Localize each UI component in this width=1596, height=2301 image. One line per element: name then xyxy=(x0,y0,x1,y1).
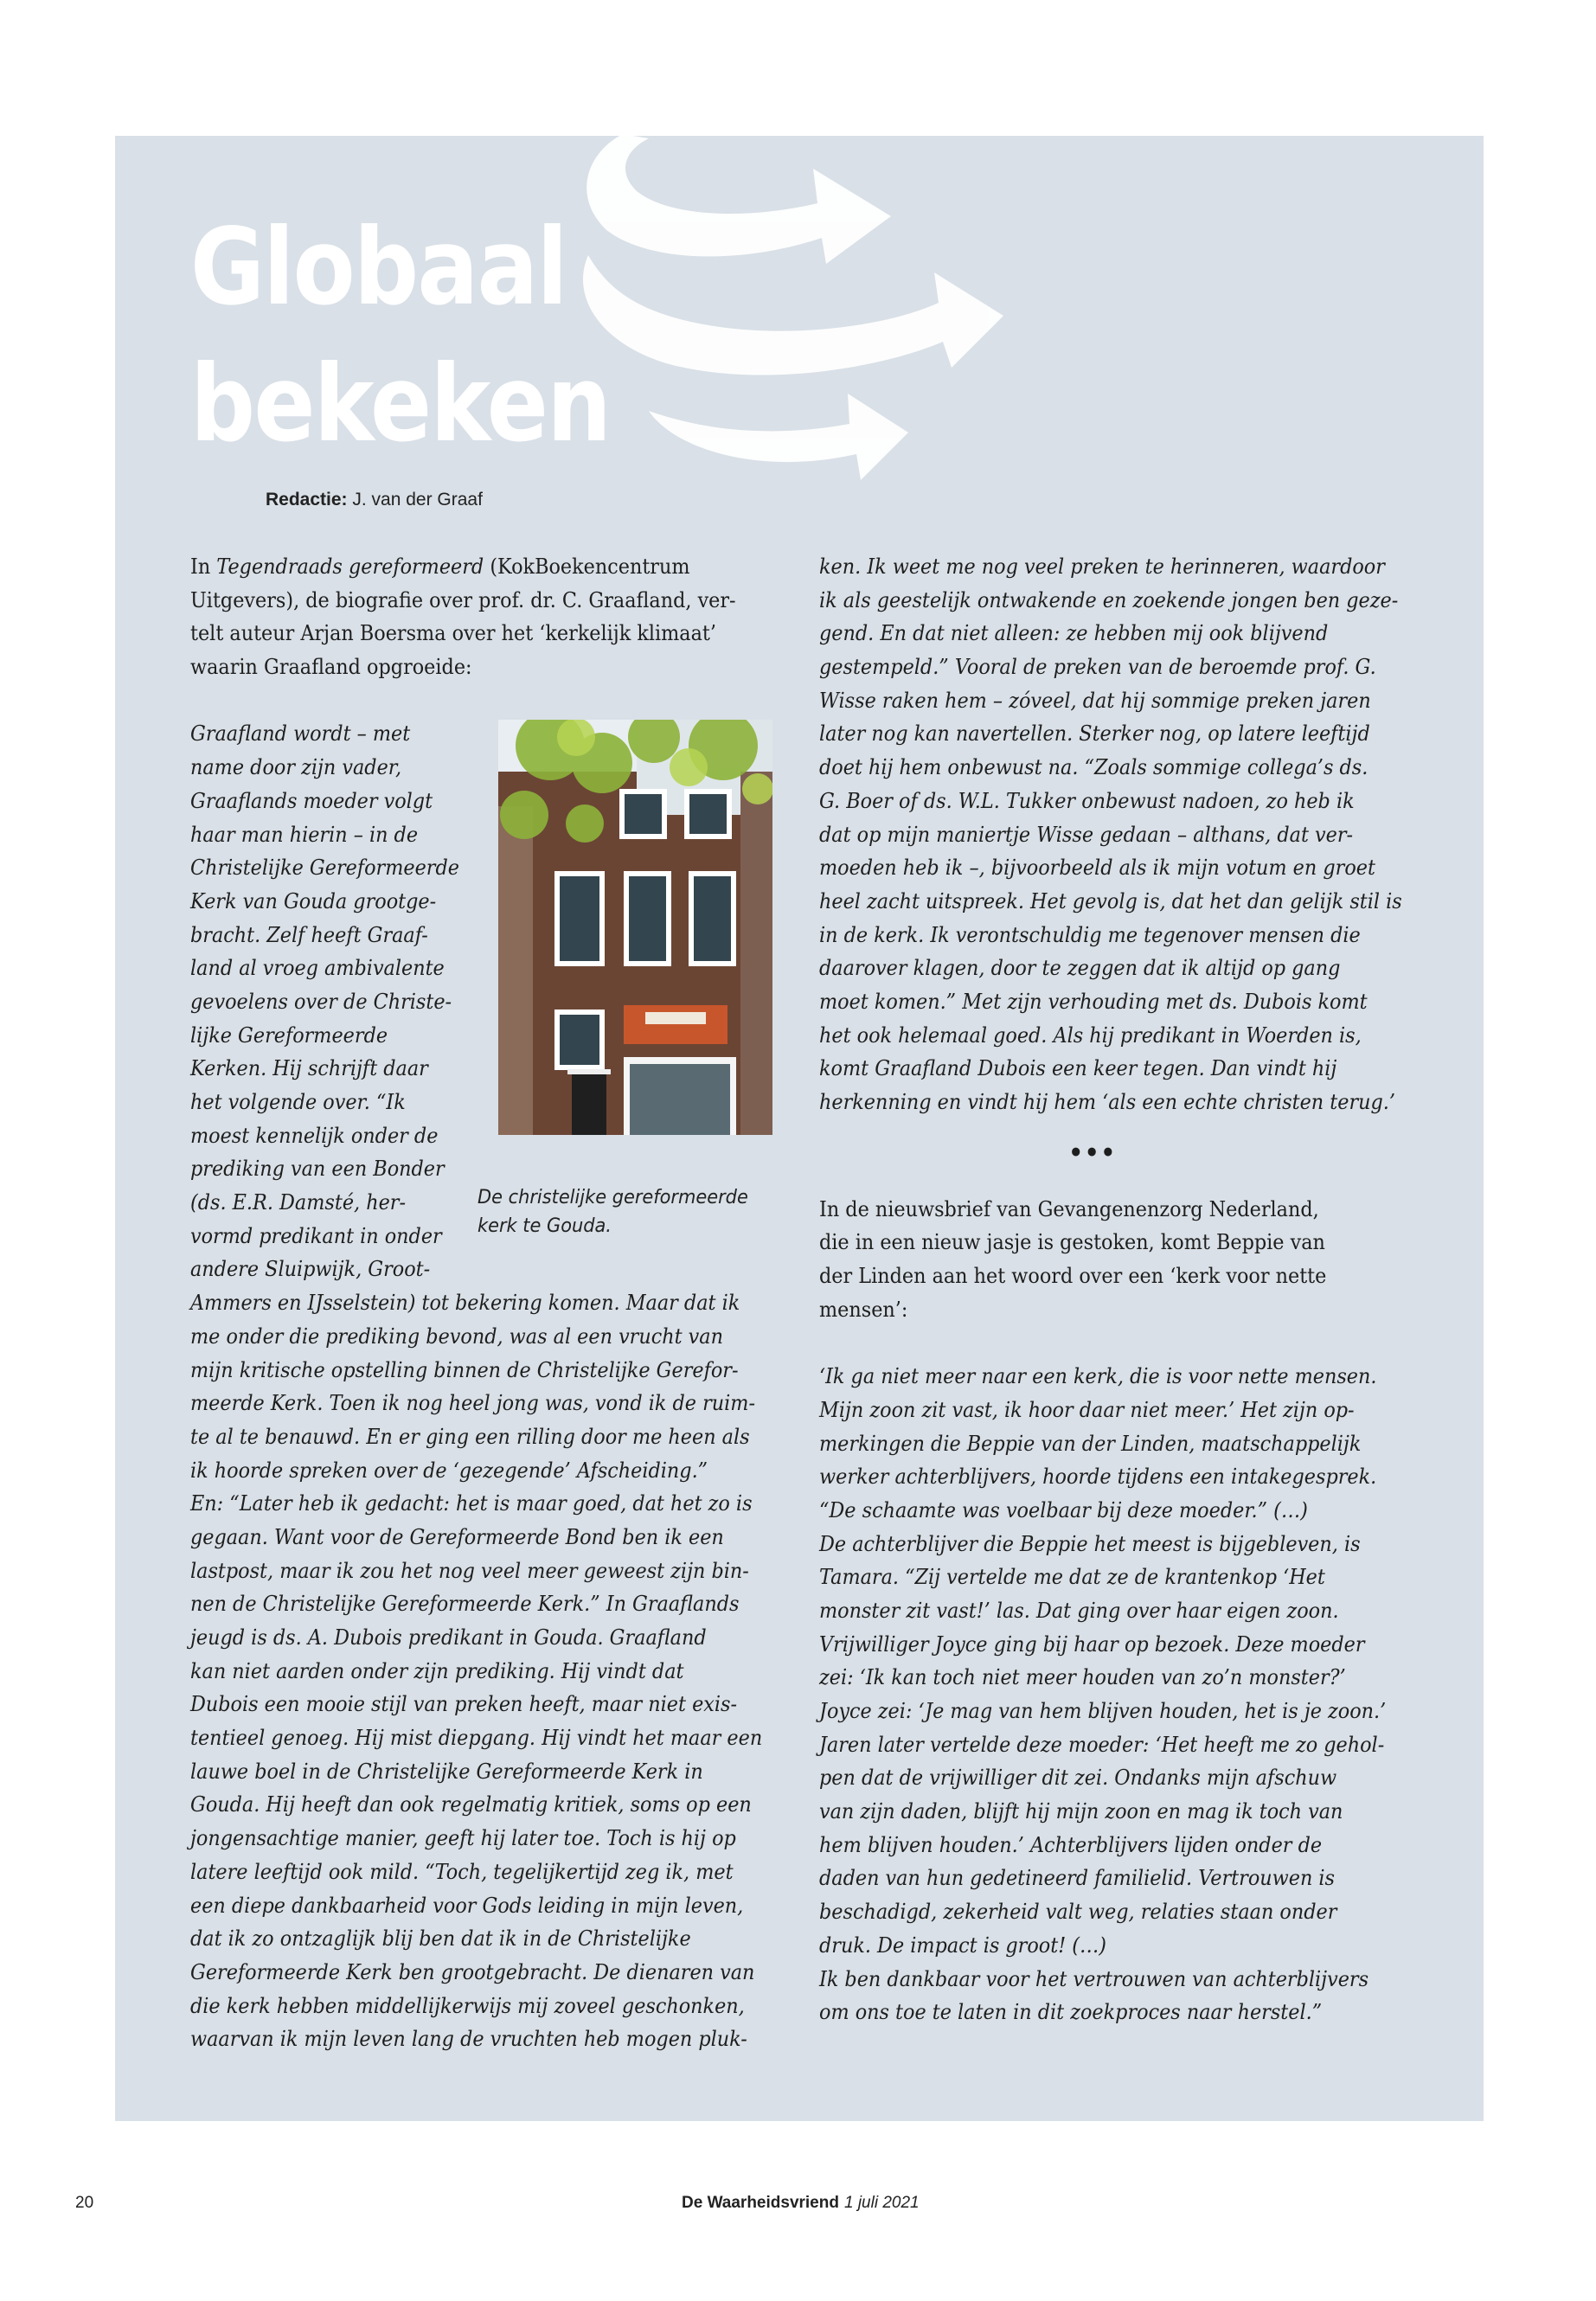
text-line: lauwe boel in de Christelijke Gereformeerde Kerk in xyxy=(190,1759,703,1784)
text-line: jongensachtige manier, geeft hij later toe. Toch is hij op xyxy=(190,1826,736,1851)
right-column xyxy=(819,550,1402,2029)
church-photo xyxy=(498,720,772,1135)
text-line: Ik ben dankbaar voor het vertrouwen van achterblijvers xyxy=(819,1966,1369,1991)
photo-caption: De christelijke gereformeerde kerk te Gouda. xyxy=(478,1187,748,1237)
text-line: Gereformeerde Kerk ben grootgebracht. De dienaren van xyxy=(190,1959,755,1984)
text-line: Graafland wordt – met xyxy=(190,721,411,747)
text-line: moeden heb ik –, bijvoorbeeld als ik mijn votum en groet xyxy=(819,856,1375,881)
text-line: Dubois een mooie stijl van preken heeft, maar niet exis- xyxy=(190,1692,738,1717)
text-line: Joyce zei: ‘Je mag van hem blijven houden, het is je zoon.’ xyxy=(819,1699,1387,1723)
text-line: Graaflands moeder volgt xyxy=(190,788,433,813)
magazine-name: De Waarheidsvriend xyxy=(682,2194,839,2212)
text-line: Kerken. Hij schrijft daar xyxy=(190,1056,428,1081)
footer-masthead xyxy=(682,2194,920,2213)
credit-name: J. van der Graaf xyxy=(352,490,483,510)
text-line: die kerk hebben middellijkerwijs mij zoveel geschonken, xyxy=(190,1993,745,2018)
text-line: me onder die prediking bevond, was al een vrucht van xyxy=(190,1324,723,1349)
intro-line: In Tegendraads gereformeerd (KokBoekencentrum xyxy=(190,554,690,579)
credit-label: Redactie: xyxy=(266,490,348,510)
text-line: het ook helemaal goed. Als hij predikant in Woerden is, xyxy=(819,1022,1362,1048)
globe-arrows-icon xyxy=(571,134,1055,515)
section-separator: ••• xyxy=(1068,1138,1117,1167)
text-line: merkingen die Beppie van der Linden, maatschappelijk xyxy=(819,1431,1362,1456)
text-line: moest kennelijk onder de xyxy=(190,1123,439,1148)
text-line: hem blijven houden.’ Achterblijvers lijden onder de xyxy=(819,1832,1323,1857)
text-line: gestempeld.” Vooral de preken van de beroemde prof. G. xyxy=(819,655,1376,680)
text-line: pen dat de vrijwilliger dit zei. Ondanks mijn afschuw xyxy=(819,1766,1337,1791)
text-line: komt Graafland Dubois een keer tegen. Dan vindt hij xyxy=(819,1056,1337,1081)
text-line: dat ik zo ontzaglijk blij ben dat ik in de Christelijke xyxy=(190,1926,691,1952)
text-line: tentieel genoeg. Hij mist diepgang. Hij vindt het maar een xyxy=(190,1726,763,1751)
text-line: daarover klagen, door te zeggen dat ik altijd op gang xyxy=(819,956,1341,981)
intro-line: telt auteur Arjan Boersma over het ‘kerkelijk klimaat’ xyxy=(190,621,716,646)
text-line: ik hoorde spreken over de ‘gezegende’ Afscheiding.” xyxy=(190,1458,708,1483)
text-line: der Linden aan het woord over een ‘kerk voor nette xyxy=(819,1264,1327,1289)
intro-line: waarin Graafland opgroeide: xyxy=(190,655,472,680)
second-quote xyxy=(819,1360,1402,2029)
intro-line: Uitgevers), de biografie over prof. dr. C. Graafland, ver- xyxy=(190,587,736,612)
text-line: Ammers en IJsselstein) tot bekering komen. Maar dat ik xyxy=(190,1291,740,1316)
text-line: later nog kan navertellen. Sterker nog, op latere leeftijd xyxy=(819,721,1370,747)
page-title: Globaal bekeken xyxy=(190,206,611,465)
text-line: te al te benauwd. En er ging een rilling door me heen als xyxy=(190,1424,750,1449)
text-line: waarvan ik mijn leven lang de vruchten heb mogen pluk- xyxy=(190,2027,747,2052)
text-line: gevoelens over de Christe- xyxy=(190,989,452,1014)
text-line: Gouda. Hij heeft dan ook regelmatig kritiek, soms op een xyxy=(190,1792,752,1817)
text-line: andere Sluipwijk, Groot- xyxy=(190,1257,431,1282)
text-line: die in een nieuw jasje is gestoken, komt Beppie van xyxy=(819,1230,1325,1255)
text-line: moet komen.” Met zijn verhouding met ds. Dubois komt xyxy=(819,989,1368,1014)
text-line: meerde Kerk. Toen ik nog heel jong was, vond ik de ruim- xyxy=(190,1391,755,1416)
text-line: vormd predikant in onder xyxy=(190,1223,442,1248)
text-line: nen de Christelijke Gereformeerde Kerk.” In Graaflands xyxy=(190,1592,740,1617)
text-line: Christelijke Gereformeerde xyxy=(190,856,459,881)
text-line: land al vroeg ambivalente xyxy=(190,956,445,981)
book-title: Tegendraads gereformeerd xyxy=(216,554,484,579)
text-line: kan niet aarden onder zijn prediking. Hij vindt dat xyxy=(190,1658,684,1683)
text-line: Wisse raken hem – zóveel, dat hij sommige preken jaren xyxy=(819,688,1371,713)
text-line: dat op mijn maniertje Wisse gedaan – althans, dat ver- xyxy=(819,822,1354,847)
text-line: beschadigd, zekerheid valt weg, relaties staan onder xyxy=(819,1900,1337,1925)
text-line: heel zacht uitspreek. Het gevolg is, dat het dan gelijk stil is xyxy=(819,888,1402,913)
text-line: van zijn daden, blijft hij mijn zoon en mag ik toch van xyxy=(819,1799,1343,1824)
text-line: En: “Later heb ik gedacht: het is maar goed, dat het zo is xyxy=(190,1491,753,1516)
text-line: een diepe dankbaarheid voor Gods leiding in mijn leven, xyxy=(190,1893,744,1918)
text-line: ‘Ik ga niet meer naar een kerk, die is voor nette mensen. xyxy=(819,1364,1377,1389)
text-line: gend. En dat niet alleen: ze hebben mij ook blijvend xyxy=(819,621,1329,646)
text-line: Kerk van Gouda grootge- xyxy=(190,888,437,913)
text-line: name door zijn vader, xyxy=(190,755,402,780)
text-line: (ds. E.R. Damsté, her- xyxy=(190,1190,407,1215)
text-line: “De schaamte was voelbaar bij deze moeder.” (…) xyxy=(819,1497,1308,1522)
church-building-image xyxy=(498,720,772,1135)
text-line: In de nieuwsbrief van Gevangenenzorg Nederland, xyxy=(819,1196,1319,1221)
text-line: lastpost, maar ik zou het nog veel meer geweest zijn bin- xyxy=(190,1558,749,1583)
text-line: herkenning en vindt hij hem ‘als een echte christen terug.’ xyxy=(819,1090,1395,1114)
text-line: G. Boer of ds. W.L. Tukker onbewust nadoen, zo heb ik xyxy=(819,788,1355,813)
second-intro xyxy=(819,1193,1402,1327)
text-line: druk. De impact is groot! (…) xyxy=(819,1932,1107,1958)
text-line: doet hij hem onbewust na. “Zoals sommige collega’s ds. xyxy=(819,755,1368,780)
text-line: Vrijwilliger Joyce ging bij haar op bezoek. Deze moeder xyxy=(819,1631,1365,1657)
text-line: latere leeftijd ook mild. “Toch, tegelijkertijd zeg ik, met xyxy=(190,1859,734,1884)
issue-date: 1 juli 2021 xyxy=(843,2194,920,2212)
text-line: monster zit vast!’ las. Dat ging over haar eigen zoon. xyxy=(819,1598,1339,1623)
text-line: Tamara. “Zij vertelde me dat ze de krantenkop ‘Het xyxy=(819,1565,1325,1590)
text-line: in de kerk. Ik verontschuldig me tegenover mensen die xyxy=(819,922,1361,947)
editor-credit xyxy=(266,490,483,510)
text-line: jeugd is ds. A. Dubois predikant in Gouda. Graafland xyxy=(190,1625,707,1650)
text-line: prediking van een Bonder xyxy=(190,1157,445,1182)
text-line: Mijn zoon zit vast, ik hoor daar niet meer.’ Het zijn op- xyxy=(819,1397,1355,1422)
text-line: zei: ‘Ik kan toch niet meer houden van zo’n monster?’ xyxy=(819,1665,1346,1690)
text-line: het volgende over. “Ik xyxy=(190,1090,406,1114)
text-line: ik als geestelijk ontwakende en zoekende jongen ben geze- xyxy=(819,587,1399,612)
text-line: gegaan. Want voor de Gereformeerde Bond ben ik een xyxy=(190,1524,724,1549)
text-line: ken. Ik weet me nog veel preken te herinneren, waardoor xyxy=(819,554,1385,579)
text-line: Jaren later vertelde deze moeder: ‘Het heeft me zo gehol- xyxy=(819,1732,1385,1757)
page-number: 20 xyxy=(75,2194,94,2212)
text-line: bracht. Zelf heeft Graaf- xyxy=(190,922,428,947)
text-line: daden van hun gedetineerd familielid. Vertrouwen is xyxy=(819,1866,1336,1891)
text-line: haar man hierin – in de xyxy=(190,822,419,847)
text-line: werker achterblijvers, hoorde tijdens een intakegesprek. xyxy=(819,1465,1377,1490)
text-line: lijke Gereformeerde xyxy=(190,1022,388,1048)
quote-right xyxy=(819,550,1402,1119)
text-line: mensen’: xyxy=(819,1297,908,1322)
text-line: De achterblijver die Beppie het meest is bijgebleven, is xyxy=(819,1531,1361,1556)
text-line: mijn kritische opstelling binnen de Christelijke Gerefor- xyxy=(190,1357,739,1382)
text-line: om ons toe te laten in dit zoekproces naar herstel.” xyxy=(819,2000,1323,2025)
